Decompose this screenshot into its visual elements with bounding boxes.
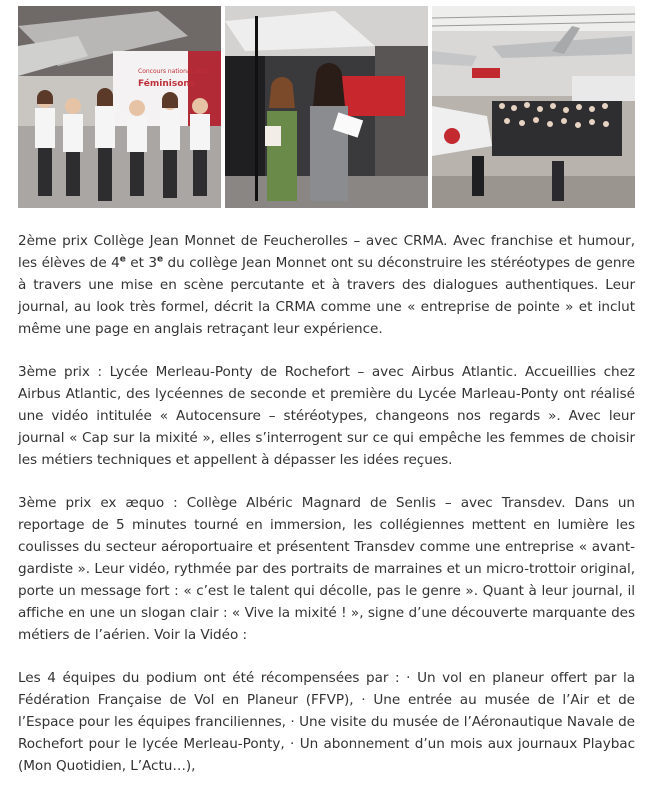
banner-subtext: Concours national 2025 (138, 68, 210, 75)
banner-text: Féminisons (138, 79, 196, 89)
paragraph-rewards: Les 4 équipes du podium ont été récompensées par : · Un vol en planeur offert par la Fédération Française de Vol en Planeur (FFVP), · Une entrée au musée de l’Air et de l’Espace pour les équipes franciliennes, · Une visite du musée de l’Aéronautique Navale de Rochefort pour le lycée Merleau-Ponty, · Un abonnement d’un mois aux journaux Playbac (Mon Quotidien, L’Actu…), (18, 670, 635, 774)
photo-strip (18, 6, 635, 208)
paragraph-third-prize-tie: 3ème prix ex æquo : Collège Albéric Magnard de Senlis – avec Transdev. Dans un reportage de 5 minutes tourné en immersion, les collégiennes mettent en lumière les coulisses du secteur aéroportuaire et présentent Transdev comme une entreprise « avant-gardiste ». Leur vidéo, rythmée par des portraits de marraines et un micro-trottoir original, porte un message fort : « c’est le talent qui décolle, pas le genre ». Quant à leur journal, il affiche en une un slogan clair : « Vive la mixité ! », signe d’une découverte marquante des métiers de l’aérien. Voir la Vidéo : (18, 495, 635, 643)
article-body (18, 230, 635, 798)
paragraph-third-prize: 3ème prix : Lycée Merleau-Ponty de Rochefort – avec Airbus Atlantic. Accueillies chez Airbus Atlantic, des lycéennes de seconde et première du Lycée Marleau-Ponty ont réalisé une vidéo intitulée « Autocensure – stéréotypes, changeons nos regards ». Avec leur journal « Cap sur la mixité », elles s’interrogent sur ce qui empêche les femmes de choisir les métiers techniques et appellent à dépasser les idées reçues. (18, 364, 635, 468)
paragraph-second-prize: 2ème prix Collège Jean Monnet de Feucherolles – avec CRMA. Avec franchise et humour, les élèves de 4e et 3e du collège Jean Monnet ont su déconstruire les stéréotypes de genre à travers une mise en scène percutante et à travers des dialogues authentiques. Leur journal, au look très formel, décrit la CRMA comme une « entreprise de pointe » et inclut même une page en anglais retraçant leur expérience. (18, 233, 635, 337)
photo-speakers (225, 6, 428, 208)
photo-students-on-stage (18, 6, 221, 208)
photo-hangar-audience (432, 6, 635, 208)
